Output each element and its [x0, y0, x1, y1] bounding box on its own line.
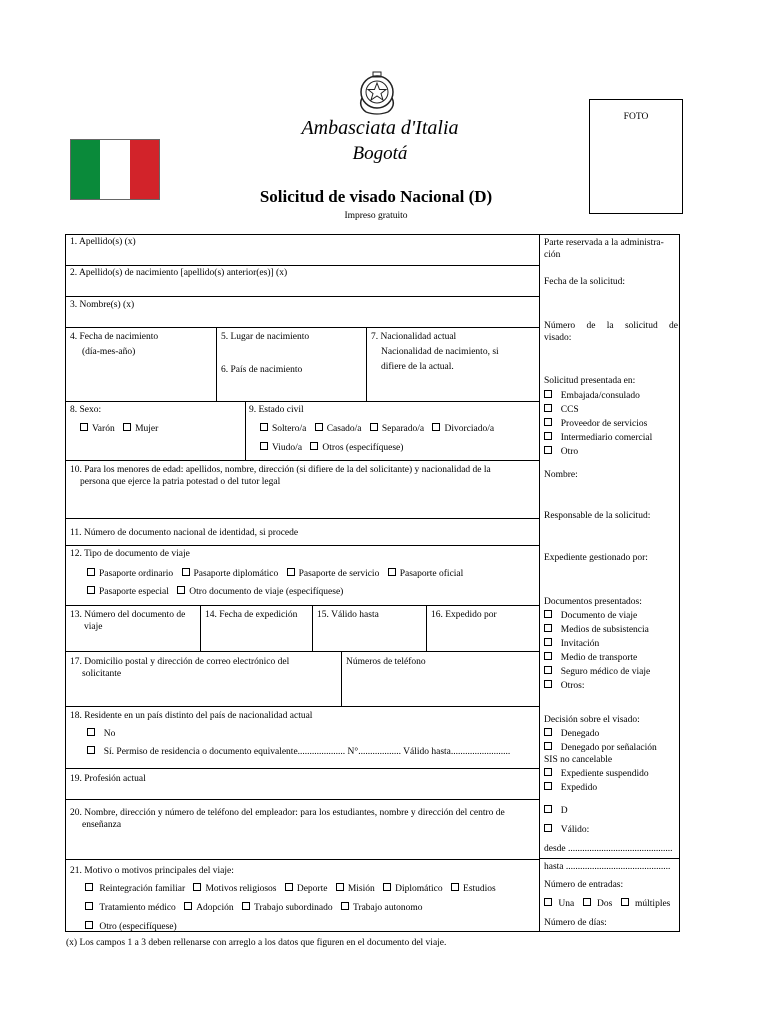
embassy-city: Bogotá [352, 143, 408, 164]
civil-widowed[interactable]: Viudo/a [260, 442, 302, 454]
doc-special-passport[interactable]: Pasaporte especial [87, 586, 169, 598]
checkbox-icon [388, 568, 396, 576]
purpose-medical[interactable]: Tratamiento médico [85, 902, 176, 914]
purpose-other[interactable]: Otro (especifíquese) [85, 921, 177, 933]
purpose-sport[interactable]: Deporte [285, 883, 328, 895]
submitted-intermediary[interactable]: Intermediario comercial [544, 432, 678, 444]
purpose-diplomatic[interactable]: Diplomático [383, 883, 443, 895]
doc-number-label: 13. Número del documento de [70, 610, 186, 620]
civil-married[interactable]: Casado/a [315, 423, 362, 435]
doc-service-passport[interactable]: Pasaporte de servicio [287, 568, 380, 580]
civil-status-options-row2 [260, 442, 409, 454]
residence-yes[interactable]: Sí. Permiso de residencia o documento equivalente.................... N°.................. Válido hasta......................... [87, 746, 510, 758]
submitted-ccs[interactable]: CCS [544, 404, 678, 416]
purpose-mission[interactable]: Misión [336, 883, 375, 895]
side-decision [544, 714, 678, 794]
embassy-name: Ambasciata d'Italia [301, 117, 459, 139]
documents-label: Documentos presentados: [544, 597, 642, 607]
field-phone-numbers[interactable]: Números de teléfono [346, 657, 426, 667]
civil-other[interactable]: Otros (especifíquese) [310, 442, 403, 454]
submitted-embassy[interactable]: Embajada/consulado [544, 390, 678, 402]
checkbox-icon [193, 883, 201, 891]
sex-option-male[interactable]: Varón [80, 423, 115, 435]
travel-doc-options-row2 [87, 586, 349, 598]
civil-single[interactable]: Soltero/a [260, 423, 306, 435]
application-number-label-cont: visado: [544, 333, 572, 343]
admin-reserved [544, 237, 678, 261]
submitted-other[interactable]: Otro [544, 446, 678, 458]
field-address-email[interactable] [70, 656, 338, 680]
civil-status-options-row1 [260, 423, 500, 435]
field-travel-doc-number[interactable] [70, 609, 198, 633]
checkbox-icon [544, 624, 552, 632]
form-subtitle: Impreso gratuito [344, 211, 408, 221]
field-travel-doc-type: 12. Tipo de documento de viaje [70, 549, 190, 559]
flag-white-band [100, 140, 129, 199]
entries-one[interactable]: Una [544, 898, 574, 910]
sex-options [80, 423, 164, 435]
checkbox-icon [336, 883, 344, 891]
birth-nationality-label: Nacionalidad de nacimiento, si [381, 347, 499, 357]
decision-label: Decisión sobre el visado: [544, 715, 640, 725]
checkbox-icon [184, 902, 192, 910]
checkbox-icon [544, 768, 552, 776]
checkbox-icon [544, 898, 552, 906]
checkbox-icon [87, 586, 95, 594]
checkbox-icon [85, 883, 93, 891]
purpose-studies[interactable]: Estudios [451, 883, 496, 895]
checkbox-icon [544, 666, 552, 674]
checkbox-icon [544, 446, 552, 454]
field-birth-date[interactable] [70, 331, 158, 358]
field-nationality[interactable] [371, 331, 499, 373]
employer-label: 20. Nombre, dirección y número de teléfono del empleador: para los estudiantes, nombre y dirección del centro de [70, 808, 505, 818]
checkbox-icon [80, 423, 88, 431]
checkbox-icon [315, 423, 323, 431]
checkbox-icon [544, 404, 552, 412]
flag-green-band [71, 140, 100, 199]
side-responsible: Responsable de la solicitud: [544, 511, 651, 521]
field-minor-guardian[interactable] [70, 464, 535, 488]
checkbox-icon [260, 442, 268, 450]
decision-issued[interactable]: Expedido [544, 782, 678, 794]
side-handled-by: Expediente gestionado por: [544, 553, 648, 563]
residence-no[interactable]: No [87, 728, 115, 740]
side-valid-from[interactable]: desde ............................................ [544, 844, 673, 854]
side-column-divider [539, 234, 540, 932]
checkbox-icon [544, 638, 552, 646]
checkbox-icon [310, 442, 318, 450]
field-sex: 8. Sexo: [70, 405, 102, 415]
checkbox-icon [544, 390, 552, 398]
side-name: Nombre: [544, 470, 578, 480]
checkbox-icon [383, 883, 391, 891]
checkbox-icon [341, 902, 349, 910]
doc-transport[interactable]: Medio de transporte [544, 652, 678, 664]
field-valid-until[interactable]: 15. Válido hasta [317, 610, 379, 620]
checkbox-icon [544, 418, 552, 426]
field-birth-place[interactable]: 5. Lugar de nacimiento [221, 332, 310, 342]
doc-others[interactable]: Otros: [544, 680, 678, 692]
checkbox-icon [451, 883, 459, 891]
doc-diplomatic-passport[interactable]: Pasaporte diplomático [182, 568, 279, 580]
doc-travel[interactable]: Documento de viaje [544, 610, 678, 622]
field-travel-purpose: 21. Motivo o motivos principales del viaje: [70, 866, 234, 876]
checkbox-icon [432, 423, 440, 431]
field-birth-country[interactable]: 6. País de nacimiento [221, 365, 303, 375]
birth-nationality-note: difiere de la actual. [381, 362, 454, 372]
field-employer[interactable] [70, 807, 535, 831]
civil-separated[interactable]: Separado/a [370, 423, 424, 435]
side-valid[interactable]: Válido: [544, 824, 678, 836]
purpose-options-row2 [85, 902, 429, 914]
nationality-label: 7. Nacionalidad actual [371, 332, 457, 342]
admin-reserved-label: Parte reservada a la administra- [544, 238, 664, 248]
decision-suspended[interactable]: Expediente suspendido [544, 768, 678, 780]
checkbox-icon [87, 728, 95, 736]
field-surname[interactable]: 1. Apellido(s) (x) [70, 237, 136, 247]
purpose-self-employed[interactable]: Trabajo autonomo [341, 902, 423, 914]
submitted-provider[interactable]: Proveedor de servicios [544, 418, 678, 430]
purpose-employed-work[interactable]: Trabajo subordinado [242, 902, 333, 914]
checkbox-icon [87, 568, 95, 576]
checkbox-icon [544, 680, 552, 688]
address-label: 17. Domicilio postal y dirección de correo electrónico del [70, 657, 290, 667]
checkbox-icon [544, 610, 552, 618]
civil-divorced[interactable]: Divorciado/a [432, 423, 494, 435]
checkbox-icon [544, 728, 552, 736]
checkbox-icon [285, 883, 293, 891]
doc-other[interactable]: Otro documento de viaje (especifíquese) [177, 586, 343, 598]
doc-insurance[interactable]: Seguro médico de viaje [544, 666, 678, 678]
field-civil-status: 9. Estado civil [249, 405, 304, 415]
checkbox-icon [85, 921, 93, 929]
checkbox-icon [621, 898, 629, 906]
checkbox-icon [182, 568, 190, 576]
checkbox-icon [177, 586, 185, 594]
side-application-date: Fecha de la solicitud: [544, 277, 625, 287]
checkbox-icon [260, 423, 268, 431]
doc-number-label-cont: viaje [84, 622, 103, 632]
side-visa-type-d[interactable]: D [544, 805, 678, 817]
doc-subsistence[interactable]: Medios de subsistencia [544, 624, 678, 636]
field-national-id[interactable]: 11. Número de documento nacional de identidad, si procede [70, 528, 299, 538]
checkbox-icon [544, 432, 552, 440]
decision-refused-sis[interactable]: Denegado por señalación [544, 742, 678, 754]
entries-multiple[interactable]: múltiples [621, 898, 671, 910]
side-valid-to[interactable]: hasta ............................................ [544, 862, 671, 872]
sex-option-female[interactable]: Mujer [123, 423, 158, 435]
checkbox-icon [544, 742, 552, 750]
form-title: Solicitud de visado Nacional (D) [259, 187, 493, 206]
admin-reserved-label-cont: ción [544, 250, 561, 260]
checkbox-icon [544, 652, 552, 660]
photo-box[interactable] [589, 99, 683, 214]
checkbox-icon [87, 746, 95, 754]
doc-official-passport[interactable]: Pasaporte oficial [388, 568, 464, 580]
field-birth-surname[interactable]: 2. Apellido(s) de nacimiento [apellido(s) anterior(es)] (x) [70, 268, 288, 278]
footer-note: (x) Los campos 1 a 3 deben rellenarse con arreglo a los datos que figuren en el documento del viaje. [66, 938, 447, 948]
side-entries-options [544, 898, 678, 910]
doc-ordinary-passport[interactable]: Pasaporte ordinario [87, 568, 173, 580]
entries-two[interactable]: Dos [583, 898, 613, 910]
checkbox-icon [370, 423, 378, 431]
side-days: Número de días: [544, 918, 607, 928]
decision-refused-sis-cont: SIS no cancelable [544, 755, 613, 765]
address-label-cont: solicitante [82, 669, 122, 679]
checkbox-icon [287, 568, 295, 576]
travel-doc-options-row1 [87, 568, 469, 580]
field-given-names[interactable]: 3. Nombre(s) (x) [70, 300, 135, 310]
employer-label-cont: enseñanza [82, 820, 122, 830]
checkbox-icon [123, 423, 131, 431]
side-application-number [544, 320, 678, 344]
field-occupation[interactable]: 19. Profesión actual [70, 774, 146, 784]
checkbox-icon [583, 898, 591, 906]
field-residence: 18. Residente en un país distinto del país de nacionalidad actual [70, 711, 313, 721]
minor-guardian-label-cont: persona que ejerce la patria potestad o del tutor legal [80, 477, 281, 487]
checkbox-icon [544, 782, 552, 790]
italian-emblem-icon [356, 70, 398, 116]
purpose-adoption[interactable]: Adopción [184, 902, 233, 914]
birth-date-format: (día-mes-año) [82, 347, 136, 357]
doc-invitation[interactable]: Invitación [544, 638, 678, 650]
checkbox-icon [85, 902, 93, 910]
field-issue-date[interactable]: 14. Fecha de expedición [205, 610, 298, 620]
side-entries: Número de entradas: [544, 880, 624, 890]
checkbox-icon [242, 902, 250, 910]
purpose-religious[interactable]: Motivos religiosos [193, 883, 276, 895]
minor-guardian-label: 10. Para los menores de edad: apellidos, nombre, dirección (si difiere de la del solicitante) y nacionalidad de la [70, 465, 491, 475]
side-documents [544, 596, 678, 692]
field-issued-by[interactable]: 16. Expedido por [431, 610, 497, 620]
decision-refused[interactable]: Denegado [544, 728, 678, 740]
purpose-options-row1 [85, 883, 502, 895]
photo-label: FOTO [623, 112, 649, 122]
submitted-at-label: Solicitud presentada en: [544, 376, 636, 386]
application-number-label: Número de la solicitud de [544, 321, 678, 331]
side-submitted-at [544, 375, 678, 458]
purpose-options-row3 [85, 921, 183, 933]
flag-red-band [130, 140, 159, 199]
checkbox-icon [544, 824, 552, 832]
checkbox-icon [544, 805, 552, 813]
italian-flag [70, 139, 160, 200]
purpose-family[interactable]: Reintegración familiar [85, 883, 185, 895]
birth-date-label: 4. Fecha de nacimiento [70, 332, 159, 342]
